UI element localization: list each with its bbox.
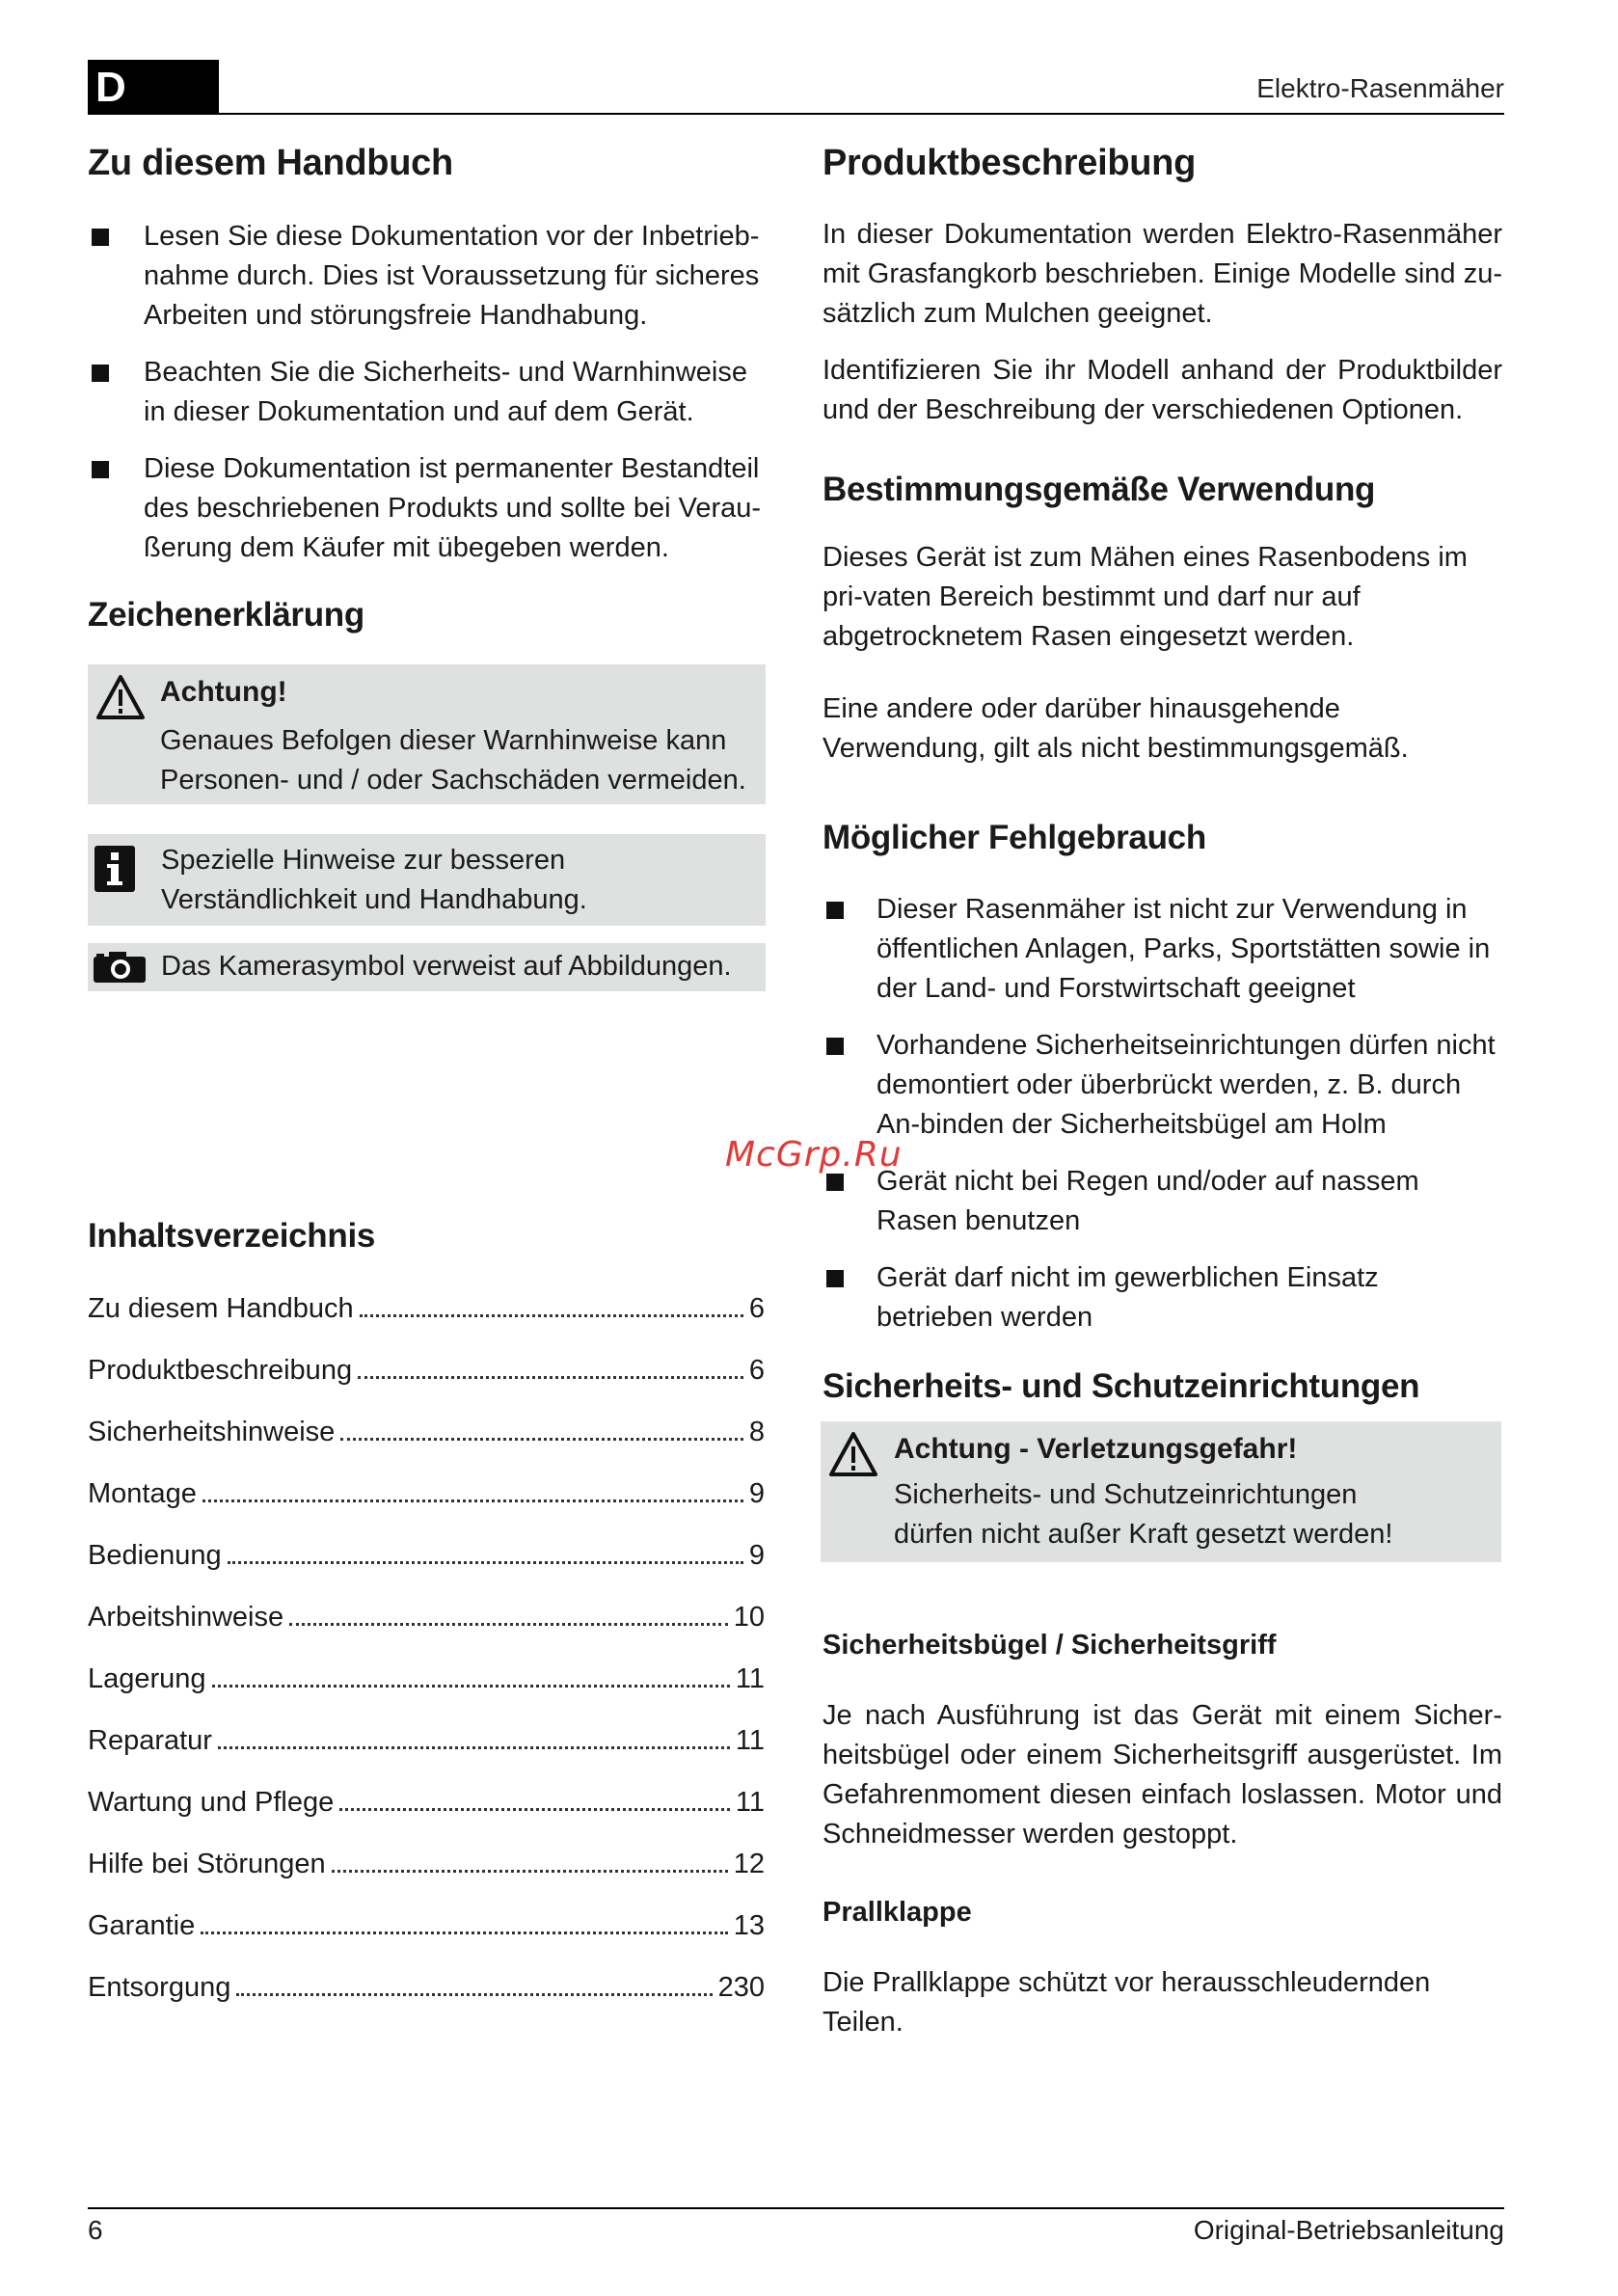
paragraph: Eine andere oder darüber hinausgehende Verwendung, gilt als nicht bestimmungsgemäß. (822, 693, 1409, 764)
list-item: Diese Dokumentation ist permanenter Bestandteil des beschriebenen Produkts und sollte bei Verau-ßerung dem Käufer mit übegeben werden. (88, 449, 768, 568)
subsection-heading: Prallklappe (822, 1897, 972, 1928)
camera-box (88, 943, 766, 991)
toc-entry[interactable]: Reparatur 11 (88, 1725, 765, 1756)
toc-entry[interactable]: Garantie 13 (88, 1910, 765, 1941)
warning-triangle-icon (828, 1431, 878, 1477)
watermark: McGrp.Ru (725, 1135, 903, 1175)
bullet-square-icon (92, 229, 109, 246)
info-text: Spezielle Hinweise zur besseren Verständlichkeit und Handhabung. (161, 845, 587, 915)
bullet-square-icon (92, 365, 109, 382)
warning-box (88, 664, 766, 804)
warning-text: Genaues Befolgen dieser Warnhinweise kann Personen- und / oder Sachschäden vermeiden. (160, 725, 746, 796)
camera-text: Das Kamerasymbol verweist auf Abbildungen. (161, 951, 732, 982)
paragraph: Je nach Ausführung ist das Gerät mit einem Sicher-heitsbügel oder einem Sicherheitsgriff ausgerüstet. Im Gefahrenmoment diesen einfach loslassen. Motor und Schneidmesser werden gestoppt. (822, 1700, 1502, 1850)
list-item: Gerät nicht bei Regen und/oder auf nassem Rasen benutzen (822, 1162, 1502, 1241)
fehlgebrauch-list (822, 890, 1502, 1337)
handbuch-list (88, 217, 768, 568)
toc-entry[interactable]: Arbeitshinweise 10 (88, 1602, 765, 1633)
toc-entry[interactable]: Bedienung 9 (88, 1540, 765, 1571)
list-item: Gerät darf nicht im gewerblichen Einsatz betrieben werden (822, 1258, 1502, 1337)
language-code: D (95, 64, 126, 111)
list-item: Lesen Sie diese Dokumentation vor der Inbetrieb-nahme durch. Dies ist Voraussetzung für sicheres Arbeiten und störungsfreie Handhabung. (88, 217, 768, 336)
toc-entry[interactable]: Entsorgung 230 (88, 1972, 765, 2003)
subsection-heading: Sicherheitsbügel / Sicherheitsgriff (822, 1630, 1277, 1661)
warning-triangle-icon (95, 674, 146, 720)
toc-entry[interactable]: Zu diesem Handbuch 6 (88, 1293, 765, 1324)
info-icon (93, 844, 137, 894)
toc-entry[interactable]: Lagerung 11 (88, 1663, 765, 1694)
section-zu-diesem-handbuch (88, 143, 768, 585)
info-box (88, 834, 766, 926)
section-heading: Bestimmungsgemäße Verwendung (822, 471, 1376, 508)
toc-entry[interactable]: Hilfe bei Störungen 12 (88, 1849, 765, 1879)
section-produktbeschreibung (822, 143, 1502, 430)
warning-text: Sicherheits- und Schutzeinrichtungen dürfen nicht außer Kraft gesetzt werden! (894, 1479, 1393, 1550)
warning-box-injury (821, 1421, 1501, 1562)
footer-divider (88, 2207, 1504, 2209)
section-heading: Sicherheits- und Schutzeinrichtungen (822, 1367, 1420, 1405)
camera-icon (92, 950, 148, 985)
paragraph: Die Prallklappe schützt vor herausschleudernden Teilen. (822, 1967, 1431, 2038)
toc-entry[interactable]: Montage 9 (88, 1478, 765, 1509)
list-item: Dieser Rasenmäher ist nicht zur Verwendung in öffentlichen Anlagen, Parks, Sportstätten sowie in der Land- und Forstwirtschaft geeignet (822, 890, 1502, 1009)
paragraph: Dieses Gerät ist zum Mähen eines Rasenbodens im pri-vaten Bereich bestimmt und darf nur auf abgetrocknetem Rasen eingesetzt werden. (822, 542, 1468, 652)
section-inhaltsverzeichnis (88, 1217, 768, 1256)
footer-title: Original-Betriebsanleitung (1193, 2215, 1504, 2245)
language-tab (88, 60, 219, 115)
bullet-square-icon (826, 1174, 844, 1191)
warning-title: Achtung! (160, 676, 287, 708)
toc-heading: Inhaltsverzeichnis (88, 1217, 376, 1255)
bullet-square-icon (826, 1038, 844, 1055)
section-heading: Zu diesem Handbuch (88, 143, 453, 183)
section-moeglicher-fehlgebrauch (822, 819, 1502, 1355)
section-prallklappe (822, 1897, 1502, 2042)
section-heading: Produktbeschreibung (822, 143, 1197, 183)
toc-entry[interactable]: Wartung und Pflege 11 (88, 1787, 765, 1818)
section-heading: Zeichenerklärung (88, 596, 364, 634)
section-sicherheits-schutzeinrichtungen (822, 1367, 1502, 1406)
section-heading: Möglicher Fehlgebrauch (822, 819, 1206, 856)
toc-entry[interactable]: Sicherheitshinweise 8 (88, 1417, 765, 1447)
bullet-square-icon (826, 1270, 844, 1287)
toc-entry[interactable]: Produktbeschreibung 6 (88, 1355, 765, 1386)
section-bestimmungsgemaesse-verwendung (822, 471, 1502, 769)
page-number: 6 (88, 2215, 103, 2245)
section-sicherheitsbuegel (822, 1630, 1502, 1854)
header-divider (88, 113, 1504, 115)
header-title: Elektro-Rasenmäher (1256, 73, 1504, 103)
bullet-square-icon (92, 461, 109, 478)
list-item: Vorhandene Sicherheitseinrichtungen dürfen nicht demontiert oder überbrückt werden, z. B. durch An-binden der Sicherheitsbügel am Holm (822, 1026, 1502, 1145)
bullet-square-icon (826, 902, 844, 919)
paragraph: In dieser Dokumentation werden Elektro-Rasenmäher mit Grasfangkorb beschrieben. Einige Modelle sind zu-sätzlich zum Mulchen geeignet. (822, 219, 1502, 329)
toc-list (88, 1289, 768, 2022)
warning-title: Achtung - Verletzungsgefahr! (894, 1433, 1298, 1465)
section-zeichenerklaerung (88, 596, 768, 635)
list-item: Beachten Sie die Sicherheits- und Warnhinweise in dieser Dokumentation und auf dem Gerät. (88, 353, 768, 432)
paragraph: Identifizieren Sie ihr Modell anhand der Produktbilder und der Beschreibung der verschiedenen Optionen. (822, 355, 1502, 425)
